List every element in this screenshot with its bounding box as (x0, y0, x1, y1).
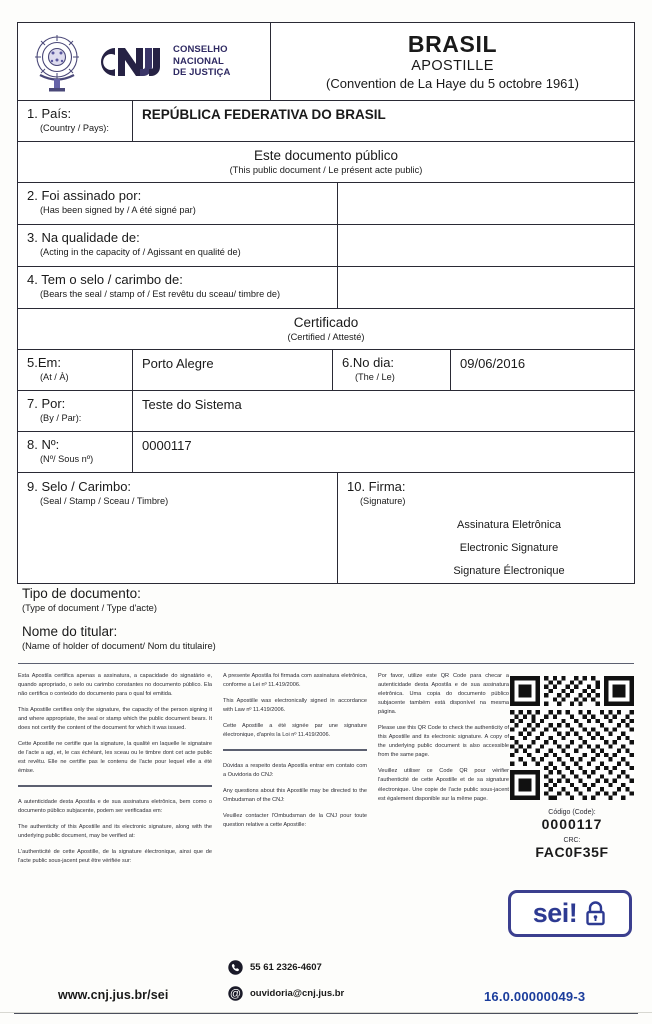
field-row-country (18, 101, 634, 142)
qr-code-icon[interactable] (510, 676, 634, 800)
at-label: 5.Em: (27, 355, 61, 371)
signature-sublabel: (Signature) (360, 496, 406, 507)
date-value: 09/06/2016 (460, 356, 526, 372)
document-meta-fields (22, 586, 442, 662)
svg-text:@: @ (229, 988, 242, 1000)
code-label: Código (Code): (548, 809, 596, 816)
legal-paragraph: Cette Apostille ne certifie que la signature, la qualité en laquelle le signataire de l'acte a agi, et, le cas échéant, les sceau ou le timbre dont cet acte public est revêtu. Elle ne certifie pas le contenu de l'acte pour lequel elle a été émise. (18, 741, 212, 775)
legal-paragraph: Cette Apostille a été signée par une signature électronique, d'après la Loi nº 11.419/2006. (223, 723, 367, 739)
legal-notice-columns (18, 672, 513, 873)
document-footer (0, 952, 652, 1012)
signed-by-sublabel: (Has been signed by / A été signé par) (40, 205, 196, 216)
signature-cell (338, 473, 634, 583)
header-logo-cell (18, 23, 271, 100)
cnj-monogram-icon (93, 44, 167, 80)
document-type-title: APOSTILLE (411, 58, 494, 75)
signature-line-fr: Signature Électronique (453, 565, 565, 578)
legal-paragraph: Please use this QR Code to check the authenticity of this Apostille and its electronic signature. A copy of the underlying public document is also accessible from the same page. (378, 725, 509, 759)
band-certified-sub: (Certified / Attesté) (287, 332, 365, 343)
legal-column-2-separator (223, 749, 367, 750)
legal-paragraph: Veuillez contacter l'Ombudsman de la CNJ pour toute question relative a cette Apostille: (223, 812, 367, 828)
doc-type-sublabel: (Type of document / Type d'acte) (22, 603, 157, 614)
capacity-label: 3. Na qualidade de: (27, 230, 140, 246)
qr-verification-block (506, 676, 638, 861)
footer-website[interactable]: www.cnj.jus.br/sei (58, 988, 169, 1002)
date-sublabel: (The / Le) (355, 372, 395, 383)
code-value: 0000117 (541, 816, 603, 832)
phone-icon (228, 960, 243, 975)
holder-name-block (22, 624, 442, 651)
convention-reference: (Convention de La Haye du 5 octobre 1961) (326, 76, 579, 92)
seal-stamp-label-cell (18, 267, 338, 308)
by-label: 7. Por: (27, 396, 66, 412)
seal-stamp-value (338, 267, 634, 308)
sei-logo (508, 890, 632, 937)
signature-line-pt: Assinatura Eletrônica (457, 519, 561, 532)
field-row-seal-stamp (18, 267, 634, 309)
footer-phone-text: 55 61 2326-4607 (250, 962, 322, 973)
seal-label-cell (18, 473, 338, 583)
cnj-word-line-1: CONSELHO (173, 44, 228, 56)
crc-label: CRC: (563, 836, 581, 844)
capacity-label-cell (18, 225, 338, 266)
legal-paragraph: Esta Apostila certifica apenas a assinatura, a capacidade do signatário e, quando apropriado, o selo ou carimbo constantes no documento público. Ela não certifica o conteúdo do documento para o qual foi emitida. (18, 673, 212, 698)
country-sublabel: (Country / Pays): (40, 122, 109, 133)
country-value: REPÚBLICA FEDERATIVA DO BRASIL (142, 107, 386, 122)
legal-paragraph: L'authenticité de cette Apostille, de la signature électronique, ainsi que de l'acte public sous-jacent peut être vérifiée sur: (18, 849, 212, 865)
legal-paragraph: This Apostille certifies only the signature, the capacity of the person signing it and where appropriate, the seal or stamp which the public document bears. It does not certify the content of the document for which it was issued. (18, 707, 212, 732)
number-label-cell (18, 432, 133, 472)
band-public-document-main: Este documento público (253, 147, 399, 163)
legal-column-2 (223, 672, 378, 873)
doc-type-block (22, 586, 442, 613)
footer-reference-number: 16.0.00000049-3 (484, 989, 586, 1004)
band-public-document-cell (18, 142, 634, 182)
by-label-cell (18, 391, 133, 431)
header-title-cell (271, 23, 634, 100)
section-divider (18, 663, 634, 664)
number-sublabel: (Nº/ Sous nº) (40, 454, 94, 465)
at-sign-icon (228, 986, 243, 1001)
legal-paragraph: A autenticidade desta Apostila e de sua assinatura eletrônica, bem como o documento público subjacente, podem ser verificadas em: (18, 798, 212, 814)
field-row-number (18, 432, 634, 473)
sei-logo-text: sei! (532, 898, 578, 928)
band-certified-main: Certificado (293, 315, 359, 331)
at-value: Porto Alegre (133, 350, 333, 390)
field-row-signed-by (18, 183, 634, 225)
footer-email-block (228, 986, 344, 1001)
legal-paragraph: Dúvidas a respeito desta Apostila entrar em contato com a Ouvidoria do CNJ: (223, 762, 367, 778)
brazil-coat-of-arms-icon (28, 31, 86, 93)
legal-paragraph: Por favor, utilize este QR Code para checar a autenticidade desta Apostila e de sua assinatura eletrônica. Uma copia do documento público subjacente também está disponível na mesma página. (378, 673, 509, 716)
signature-line-en: Electronic Signature (459, 542, 559, 555)
cnj-word-line-2: NACIONAL (173, 55, 224, 67)
seal-stamp-label: 4. Tem o selo / carimbo de: (27, 272, 183, 288)
field-row-place-date (18, 350, 634, 391)
apostille-table (17, 22, 635, 584)
at-sublabel: (At / À) (40, 372, 69, 383)
document-country-title: BRASIL (407, 30, 498, 57)
signed-by-value (338, 183, 634, 224)
doc-type-label: Tipo de documento: (22, 586, 141, 601)
holder-name-sublabel: (Name of holder of document/ Nom du titulaire) (22, 641, 216, 652)
legal-column-1-separator (18, 785, 212, 786)
signature-label: 10. Firma: (347, 479, 406, 495)
field-row-by (18, 391, 634, 432)
date-label: 6.No dia: (342, 355, 395, 371)
cnj-logo (93, 44, 230, 80)
legal-paragraph: Veuillez utiliser ce Code QR pour vérifier l'authenticité de cette Apostille et de sa signature électronique. Une copie de l'acte public sous-jacent est également disponible sur la même page. (378, 768, 509, 802)
field-row-seal-signature (18, 473, 634, 583)
legal-paragraph: This Apostille was electronically signed in accordance with Law nº 11.419/2006. (223, 698, 367, 714)
footer-phone-block (228, 960, 322, 975)
country-label: 1. País: (27, 106, 72, 121)
seal-label: 9. Selo / Carimbo: (27, 479, 132, 495)
signed-by-label-cell (18, 183, 338, 224)
legal-column-3 (378, 672, 513, 873)
legal-paragraph: Any questions about this Apostille may be directed to the Ombudsman of the CNJ: (223, 787, 367, 803)
cnj-wordmark (173, 44, 230, 79)
page-bottom-edge (0, 1012, 652, 1013)
at-label-cell (18, 350, 133, 390)
signed-by-label: 2. Foi assinado por: (27, 188, 142, 204)
footer-email-text[interactable]: ouvidoria@cnj.jus.br (250, 988, 345, 999)
number-label: 8. Nº: (27, 437, 60, 453)
holder-name-label: Nome do titular: (22, 624, 118, 640)
band-certified-cell (18, 309, 634, 349)
lock-icon (584, 901, 607, 926)
legal-paragraph: The authenticity of this Apostille and its electronic signature, along with the underlying public document, may be verified at: (18, 823, 212, 839)
date-label-cell (333, 350, 451, 390)
capacity-value (338, 225, 634, 266)
by-sublabel: (By / Par): (40, 413, 82, 424)
legal-column-1 (18, 672, 223, 873)
legal-paragraph: A presente Apostila foi firmada com assinatura eletrônica, conforme a Lei nº 11.419/2006. (223, 673, 367, 689)
band-public-document (18, 142, 634, 183)
seal-stamp-sublabel: (Bears the seal / stamp of / Est revêtu du sceau/ timbre de) (40, 289, 281, 300)
electronic-signature-block (347, 519, 625, 577)
document-header-row (18, 23, 634, 101)
band-certified (18, 309, 634, 350)
country-label-cell (18, 101, 133, 141)
field-row-capacity (18, 225, 634, 267)
band-public-document-sub: (This public document / Le présent acte public) (229, 165, 423, 176)
seal-sublabel: (Seal / Stamp / Sceau / Timbre) (40, 496, 169, 507)
crc-value: FAC0F35F (535, 843, 609, 860)
by-value: Teste do Sistema (142, 397, 242, 413)
number-value: 0000117 (142, 438, 192, 454)
capacity-sublabel: (Acting in the capacity of / Agissant en qualité de) (40, 247, 241, 258)
cnj-word-line-3: DE JUSTIÇA (173, 67, 231, 79)
